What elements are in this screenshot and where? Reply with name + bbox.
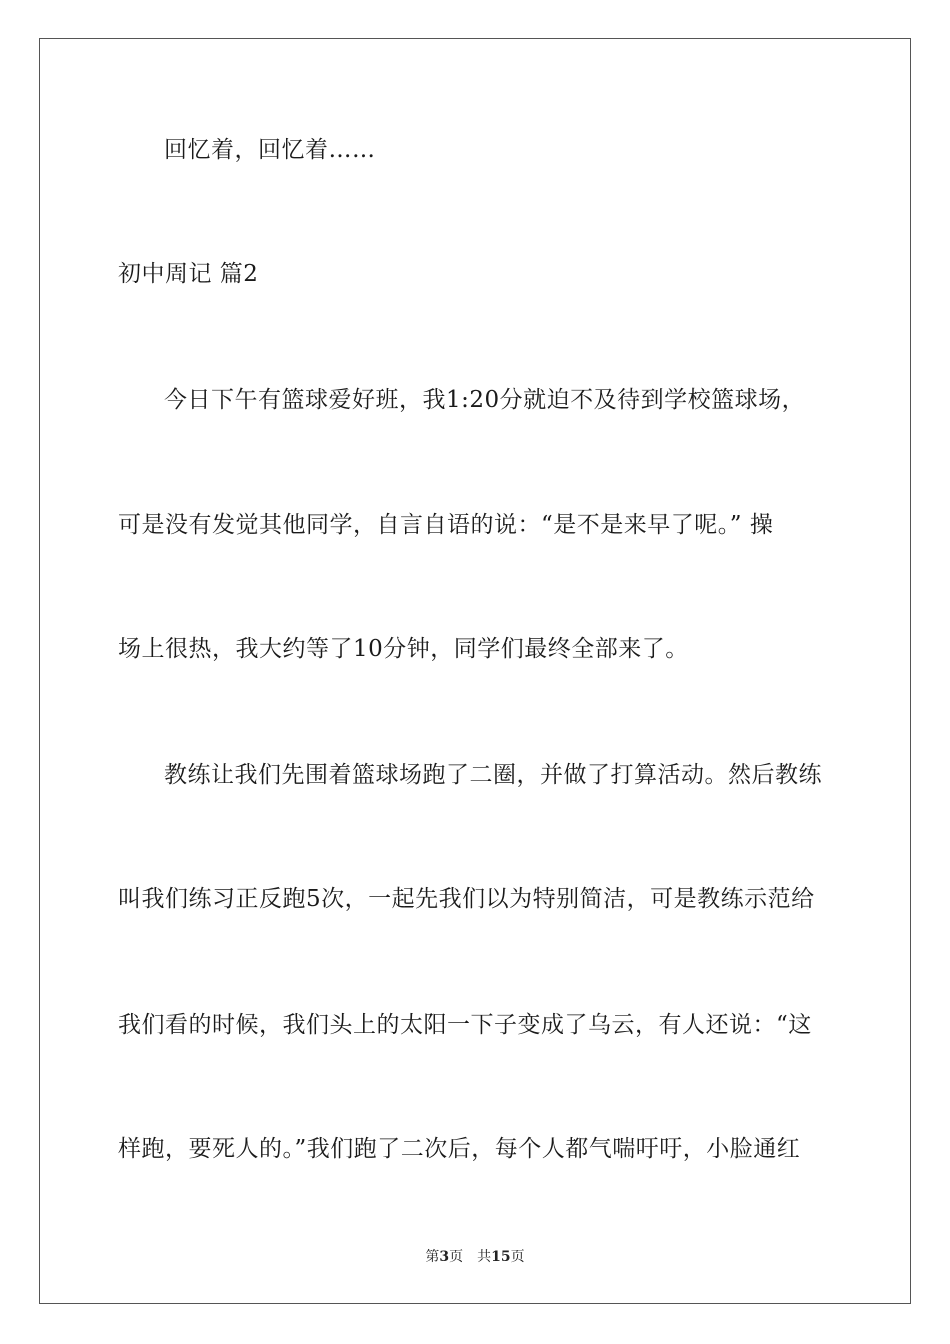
paragraph-line: 回忆着，回忆着……	[164, 137, 376, 163]
page-number: 3	[439, 1249, 450, 1265]
paragraph-line: 教练让我们先围着篮球场跑了二圈，并做了打算活动。然后教练	[164, 762, 822, 788]
section-heading: 初中周记 篇2	[118, 261, 259, 287]
paragraph-line: 叫我们练习正反跑5次，一起先我们以为特别简洁，可是教练示范给	[118, 886, 815, 912]
total-prefix: 共	[477, 1249, 492, 1265]
total-suffix: 页	[510, 1249, 525, 1265]
page-prefix: 第	[425, 1249, 440, 1265]
page-footer	[0, 1248, 950, 1266]
page-suffix: 页	[449, 1249, 464, 1265]
paragraph-line: 今日下午有篮球爱好班，我1:20分就迫不及待到学校篮球场，	[164, 387, 806, 413]
paragraph-line: 场上很热，我大约等了10分钟，同学们最终全部来了。	[118, 636, 689, 662]
total-pages: 15	[491, 1249, 511, 1265]
page-frame	[39, 38, 911, 1304]
paragraph-line: 我们看的时候，我们头上的太阳一下子变成了乌云，有人还说：“这	[118, 1012, 812, 1038]
paragraph-line: 可是没有发觉其他同学，自言自语的说：“是不是来早了呢。” 操	[118, 512, 774, 538]
paragraph-line: 样跑，要死人的。”我们跑了二次后，每个人都气喘吁吁，小脸通红	[118, 1136, 801, 1162]
